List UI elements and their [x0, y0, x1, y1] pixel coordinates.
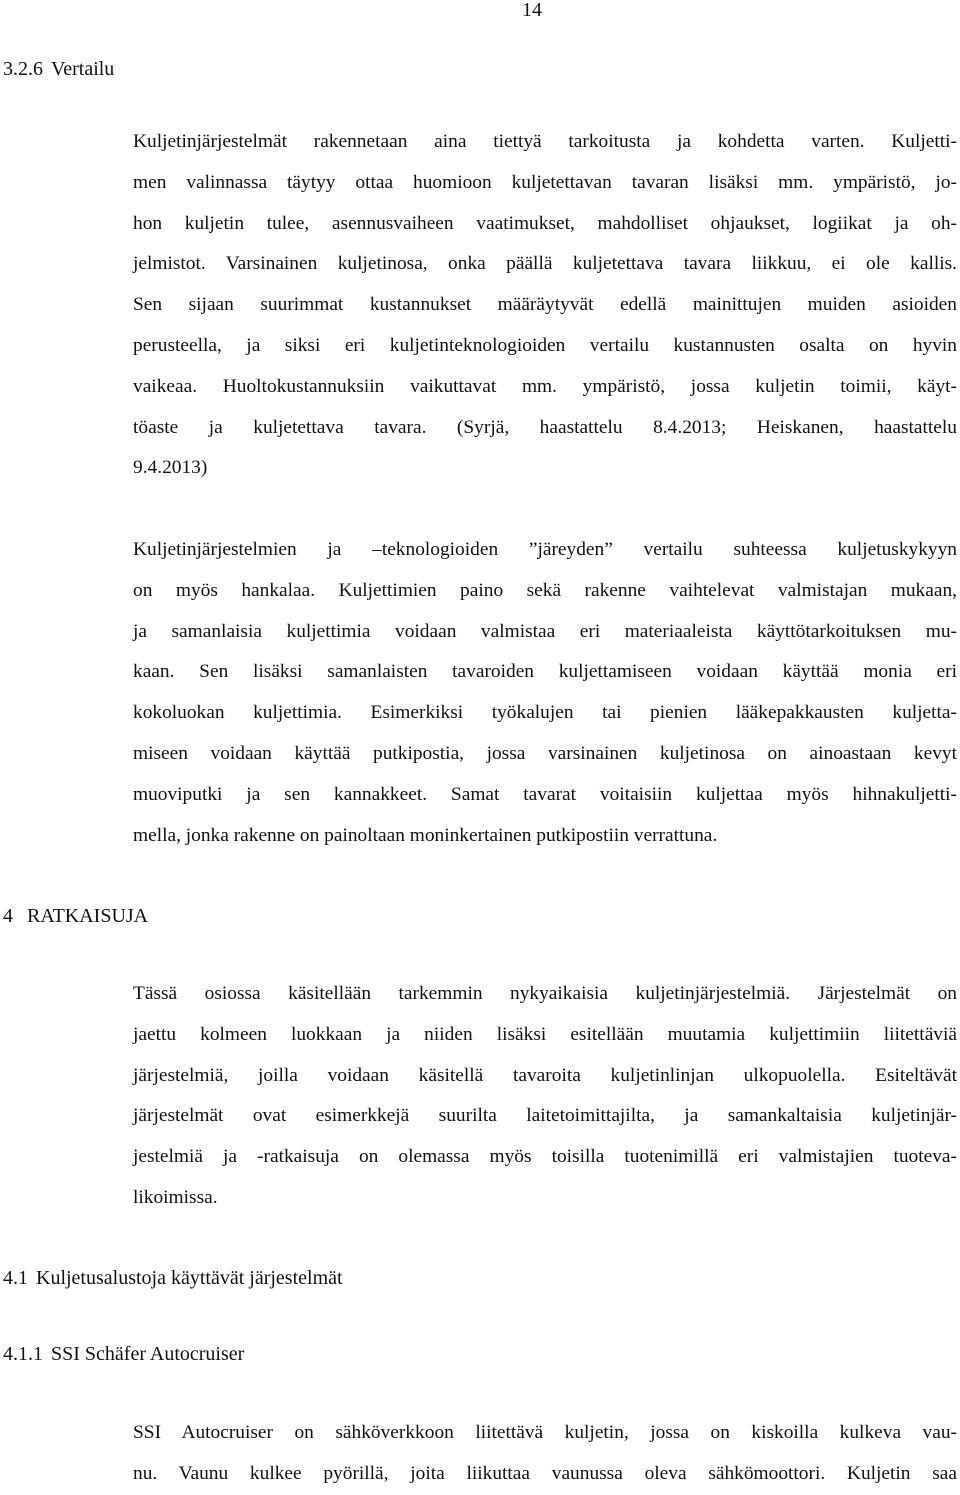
page-number: 14	[522, 0, 542, 21]
text-line: perusteella, ja siksi eri kuljetinteknologioiden vertailu kustannusten osalta on hyvin	[133, 334, 957, 356]
text-line: mella, jonka rakenne on painoltaan moninkertainen putkipostiin verrattuna.	[133, 824, 718, 846]
text-line: kokoluokan kuljettimia. Esimerkiksi työkalujen tai pienien lääkepakkausten kuljetta-	[133, 702, 957, 724]
text-line: ja samanlaisia kuljettimia voidaan valmistaa eri materiaaleista käyttötarkoituksen mu-	[133, 620, 957, 642]
section-heading-4-1	[3, 1266, 343, 1290]
section-heading-4-1-1	[3, 1342, 244, 1366]
section-heading-3-2-6	[3, 57, 114, 81]
section-heading-4	[3, 904, 148, 928]
text-line: hon kuljetin tulee, asennusvaiheen vaatimukset, mahdolliset ohjaukset, logiikat ja oh-	[133, 212, 957, 234]
text-line: Sen sijaan suurimmat kustannukset määräytyvät edellä mainittujen muiden asioiden	[133, 294, 957, 316]
text-line: töaste ja kuljetettava tavara. (Syrjä, haastattelu 8.4.2013; Heiskanen, haastattelu	[133, 416, 957, 438]
section-number: 4	[3, 905, 13, 927]
text-line: SSI Autocruiser on sähköverkkoon liitettävä kuljetin, jossa on kiskoilla kulkeva vau-	[133, 1422, 957, 1443]
text-line: likoimissa.	[133, 1186, 218, 1208]
text-line: jelmistot. Varsinainen kuljetinosa, onka päällä kuljetettava tavara liikkuu, ei ole kallis.	[133, 253, 957, 275]
text-line: vaikeaa. Huoltokustannuksiin vaikuttavat mm. ympäristö, jossa kuljetin toimii, käyt-	[133, 375, 957, 397]
text-line: muoviputki ja sen kannakkeet. Samat tavarat voitaisiin kuljettaa myös hihnakuljetti-	[133, 783, 957, 805]
text-line: 9.4.2013)	[133, 457, 208, 479]
text-line: on myös hankalaa. Kuljettimien paino sekä rakenne vaihtelevat valmistajan mukaan,	[133, 579, 957, 601]
paragraph-comparison-robustness	[133, 530, 957, 856]
text-line: jestelmiä ja -ratkaisuja on olemassa myös toisilla tuotenimillä eri valmistajien tuoteva-	[133, 1146, 957, 1168]
section-number: 3.2.6	[3, 58, 43, 80]
text-line: järjestelmiä, joilla voidaan käsitellä tavaroita kuljetinlinjan ulkopuolella. Esiteltävät	[133, 1064, 957, 1086]
section-title: SSI Schäfer Autocruiser	[51, 1343, 245, 1365]
text-line: nu. Vaunu kulkee pyörillä, joita liikuttaa vaunussa oleva sähkömoottori. Kuljetin saa	[133, 1462, 957, 1484]
text-line: Tässä osiossa käsitellään tarkemmin nykyaikaisia kuljetinjärjestelmiä. Järjestelmät on	[133, 983, 957, 1004]
text-line: jaettu kolmeen luokkaan ja niiden lisäksi esitellään muutamia kuljettimiin liitettäviä	[133, 1023, 957, 1045]
section-title: Vertailu	[51, 58, 115, 80]
paragraph-solutions-intro	[133, 974, 957, 1219]
text-line: kaan. Sen lisäksi samanlaisten tavaroiden kuljettamiseen voidaan käyttää monia eri	[133, 661, 957, 683]
text-line: järjestelmät ovat esimerkkejä suurilta laitetoimittajilta, ja samankaltaisia kuljetinjär-	[133, 1105, 957, 1127]
paragraph-comparison-costs	[133, 122, 957, 489]
text-line: Kuljetinjärjestelmien ja –teknologioiden ”järeyden” vertailu suhteessa kuljetuskykyyn	[133, 539, 957, 560]
section-title: RATKAISUJA	[27, 905, 149, 927]
section-title: Kuljetusalustoja käyttävät järjestelmät	[36, 1267, 343, 1289]
section-number: 4.1.1	[3, 1343, 43, 1365]
text-line: men valinnassa täytyy ottaa huomioon kuljetettavan tavaran lisäksi mm. ympäristö, jo-	[133, 171, 957, 193]
text-line: miseen voidaan käyttää putkipostia, jossa varsinainen kuljetinosa on ainoastaan kevyt	[133, 742, 957, 764]
paragraph-ssi-autocruiser	[133, 1413, 957, 1495]
text-line: Kuljetinjärjestelmät rakennetaan aina tiettyä tarkoitusta ja kohdetta varten. Kuljetti-	[133, 131, 957, 152]
section-number: 4.1	[3, 1267, 28, 1289]
